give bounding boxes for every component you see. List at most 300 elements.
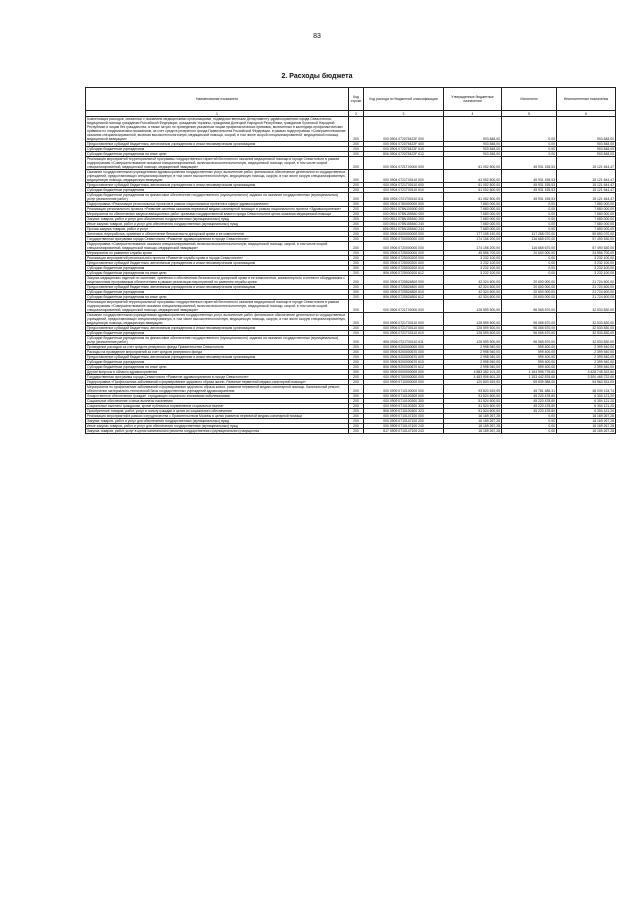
header-name: Наименование показателя [86, 88, 349, 111]
row-unexecuted-cell: 903 848,00 [557, 117, 616, 142]
row-approved-cell: 4 453 906 601,20 [444, 375, 502, 380]
row-line-code-cell: 200 [349, 414, 364, 419]
row-name-cell: Реализация мероприятий территориальной программы государственных гарантий бесплатного оказания медицинской помощи в городе Севастополе в рамках подпрограммы «Совершенствование оказания специализированной, включая высокотехнологичную, медицинской помощи, скорой, в том числе скорой специализированной, медицинской помощи, медицинской эвакуации» [86, 300, 349, 313]
row-classification-cell: 806 0906 9200000670 612 [364, 365, 444, 370]
table-row [86, 385, 616, 394]
row-unexecuted-cell: 7 680 000,00 [557, 227, 616, 232]
row-approved-cell: 177 155 140,00 [444, 232, 502, 237]
table-row [86, 336, 616, 345]
row-approved-cell: 42 324 600,00 [444, 290, 502, 295]
row-approved-cell: 16 169 267,28 [444, 429, 502, 434]
row-name-cell: Субсидии бюджетным учреждениям [86, 290, 349, 295]
row-classification-cell: 000 0906 0721T00110 600 [364, 326, 444, 331]
row-name-cell: Предоставление субсидий бюджетным, автономным учреждениям и иным некоммерческим организациям [86, 355, 349, 360]
row-name-cell: Прочая закупка товаров, работ и услуг [86, 227, 349, 232]
row-executed-cell: 20 600 000,00 [502, 290, 557, 295]
row-executed-cell: 599 400,00 [502, 365, 557, 370]
row-unexecuted-cell: 7 680 000,00 [557, 202, 616, 207]
row-executed-cell: 0,00 [502, 142, 557, 147]
row-line-code-cell: 200 [349, 202, 364, 207]
row-name-cell: Социальное обеспечение и иные выплаты населению [86, 399, 349, 404]
row-classification-cell: 000 0906 0721T00000 000 [364, 300, 444, 313]
row-classification-cell: 000 0904 0780000000 000 [364, 202, 444, 207]
row-name-cell: Субсидии бюджетным учреждениям [86, 266, 349, 271]
row-line-code-cell: 200 [349, 188, 364, 193]
row-executed-cell: 0,00 [502, 419, 557, 424]
row-executed-cell: 116 665 670,00 [502, 242, 557, 251]
table-body [86, 117, 616, 434]
row-line-code-cell: 200 [349, 232, 364, 237]
row-classification-cell: 000 0906 0725000200 000 [364, 256, 444, 261]
row-approved-cell: 7 680 000,00 [444, 207, 502, 212]
table-row [86, 170, 616, 183]
row-classification-cell: 000 0906 0700000000 000 [364, 237, 444, 242]
row-executed-cell: 45 781 485,31 [502, 385, 557, 394]
row-line-code-cell: 200 [349, 217, 364, 222]
row-approved-cell: 16 169 267,28 [444, 419, 502, 424]
row-approved-cell: 42 324 600,00 [444, 276, 502, 285]
row-unexecuted-cell: 2 399 540,00 [557, 365, 616, 370]
row-executed-cell: 599 400,00 [502, 350, 557, 355]
row-name-cell: Субсидии бюджетным учреждениям на иные цели [86, 365, 349, 370]
row-name-cell: Подпрограмма «Совершенствование оказания специализированной, включая высокотехнологичную, медицинской помощи, скорой, в том числе скорой специализированной, медицинской помощи, медицинской эвакуации» [86, 242, 349, 251]
row-approved-cell: 16 169 267,28 [444, 414, 502, 419]
row-executed-cell: 0,00 [502, 212, 557, 217]
row-line-code-cell: 200 [349, 331, 364, 336]
row-classification-cell: 000 0906 9200000670 600 [364, 355, 444, 360]
row-unexecuted-cell: 15 121 644,47 [557, 183, 616, 188]
row-executed-cell: 0,00 [502, 202, 557, 207]
row-unexecuted-cell: 3 300 465 722,60 [557, 375, 616, 380]
row-approved-cell: 16 169 267,28 [444, 424, 502, 429]
row-approved-cell: 903 848,00 [444, 142, 502, 147]
row-name-cell: Реализация регионального проекта «Развитие системы оказания первичной медико-санитарной помощи» в рамках национального проекта «Здравоохранение» [86, 207, 349, 212]
row-unexecuted-cell: 2 399 540,00 [557, 355, 616, 360]
row-line-code-cell: 200 [349, 170, 364, 183]
row-unexecuted-cell: 3 428 745 322,60 [557, 370, 616, 375]
row-executed-cell: 45 931 155,53 [502, 193, 557, 202]
row-classification-cell: 000 0904 072075422F 600 [364, 142, 444, 147]
row-approved-cell: 42 324 600,00 [444, 285, 502, 290]
row-classification-cell: 000 0906 0721T00110 610 [364, 331, 444, 336]
row-unexecuted-cell: 16 169 267,28 [557, 414, 616, 419]
row-classification-cell: 000 0909 0710000000 000 [364, 380, 444, 385]
row-name-cell: Субсидии бюджетным учреждениям на иные цели [86, 295, 349, 300]
row-unexecuted-cell: 3 232 100,00 [557, 271, 616, 276]
row-approved-cell: 128 599 500,00 [444, 300, 502, 313]
row-name-cell: Субсидии бюджетным учреждениям на иные цели [86, 152, 349, 157]
row-approved-cell: 51 524 600,00 [444, 404, 502, 409]
row-name-cell: Расходы на проведение мероприятий за счет средств резервного фонда [86, 350, 349, 355]
row-unexecuted-cell: 7 680 000,00 [557, 212, 616, 217]
row-executed-cell: 20 600 000,00 [502, 285, 557, 290]
row-line-code-cell: 200 [349, 256, 364, 261]
row-executed-cell: 45 220 478,80 [502, 394, 557, 399]
row-name-cell: Субсидии бюджетным учреждениям на иные цели [86, 271, 349, 276]
row-line-code-cell: 200 [349, 142, 364, 147]
row-executed-cell: 0,00 [502, 266, 557, 271]
row-approved-cell: 61 052 800,00 [444, 157, 502, 170]
row-line-code-cell: 200 [349, 345, 364, 350]
row-executed-cell: 0,00 [502, 227, 557, 232]
row-name-cell: Другие вопросы в области здравоохранения [86, 370, 349, 375]
row-unexecuted-cell: 6 304 121,20 [557, 394, 616, 399]
row-classification-cell: 000 0909 0710147100 200 [364, 419, 444, 424]
row-unexecuted-cell: 3 232 100,00 [557, 266, 616, 271]
row-approved-cell: 7 680 000,00 [444, 227, 502, 232]
row-unexecuted-cell: 32 533 830,00 [557, 313, 616, 326]
row-executed-cell: 0,00 [502, 147, 557, 152]
row-line-code-cell: 200 [349, 409, 364, 414]
row-executed-cell: 0,00 [502, 207, 557, 212]
row-line-code-cell: 200 [349, 207, 364, 212]
row-executed-cell: 96 065 670,00 [502, 331, 557, 336]
row-executed-cell: 45 931 155,53 [502, 188, 557, 193]
row-executed-cell: 20 600 000,00 [502, 251, 557, 256]
row-unexecuted-cell: 903 848,00 [557, 142, 616, 147]
row-approved-cell: 128 599 500,00 [444, 313, 502, 326]
row-approved-cell: 45 556 700,00 [444, 251, 502, 256]
row-executed-cell: 117 265 070,00 [502, 232, 557, 237]
row-line-code-cell: 200 [349, 147, 364, 152]
row-executed-cell: 45 931 155,53 [502, 183, 557, 188]
row-classification-cell: 000 0906 0725000200 600 [364, 261, 444, 266]
row-unexecuted-cell: 32 533 830,00 [557, 331, 616, 336]
row-approved-cell: 51 524 600,00 [444, 399, 502, 404]
row-executed-cell: 116 665 670,00 [502, 237, 557, 242]
row-name-cell: Субсидии бюджетным учреждениям на финансовое обеспечение государственного (муниципального) задания на оказание государственных (муниципальных) услуг (выполнение работ) [86, 336, 349, 345]
row-unexecuted-cell: 16 169 267,28 [557, 424, 616, 429]
row-line-code-cell: 200 [349, 242, 364, 251]
row-name-cell: Реализация мероприятий территориальной программы государственных гарантий бесплатного оказания медицинской помощи в городе Севастополе в рамках подпрограммы «Совершенствование оказания специализированной, включая высокотехнологичную, медицинской помощи, скорой, в том числе скорой специализированной, медицинской помощи, медицинской эвакуации» [86, 157, 349, 170]
row-classification-cell: 000 0909 0710147100 240 [364, 424, 444, 429]
row-line-code-cell: 200 [349, 375, 364, 380]
table-row [86, 276, 616, 285]
row-line-code-cell: 200 [349, 152, 364, 157]
row-executed-cell: 599 400,00 [502, 345, 557, 350]
row-approved-cell: 3 232 100,00 [444, 266, 502, 271]
row-line-code-cell: 200 [349, 117, 364, 142]
header-approved: Утвержденные бюджетные назначения [444, 88, 502, 111]
row-classification-cell: 000 0904 078N155540 000 [364, 212, 444, 217]
row-approved-cell: 2 998 940,00 [444, 350, 502, 355]
row-line-code-cell: 200 [349, 313, 364, 326]
row-unexecuted-cell: 903 848,00 [557, 152, 616, 157]
row-classification-cell: 000 0906 0725524800 610 [364, 290, 444, 295]
row-classification-cell: 806 0904 078N155540 244 [364, 227, 444, 232]
header-unexecuted: Неисполненные назначения [557, 88, 616, 111]
row-approved-cell: 4 583 352 101,20 [444, 370, 502, 375]
row-name-cell: Предоставление субсидий бюджетным, автономным учреждениям и иным некоммерческим организациям [86, 261, 349, 266]
row-line-code-cell: 200 [349, 183, 364, 188]
row-line-code-cell: 200 [349, 290, 364, 295]
table-row [86, 429, 616, 434]
row-executed-cell: 0,00 [502, 217, 557, 222]
row-line-code-cell: 200 [349, 429, 364, 434]
row-classification-cell: 000 0909 0710147100 000 [364, 414, 444, 419]
row-executed-cell: 20 600 000,00 [502, 276, 557, 285]
row-unexecuted-cell: 48 039 133,74 [557, 385, 616, 394]
row-line-code-cell: 200 [349, 266, 364, 271]
row-classification-cell: 000 0909 0700000000 000 [364, 375, 444, 380]
header-number: 2 [349, 111, 364, 117]
row-approved-cell: 903 848,00 [444, 117, 502, 142]
row-approved-cell: 903 848,00 [444, 147, 502, 152]
row-executed-cell: 0,00 [502, 429, 557, 434]
row-executed-cell: 96 065 670,00 [502, 313, 557, 326]
row-unexecuted-cell: 16 169 267,28 [557, 429, 616, 434]
row-name-cell: Социальные выплаты гражданам, кроме публичных нормативных социальных выплат [86, 404, 349, 409]
row-line-code-cell: 200 [349, 237, 364, 242]
row-approved-cell: 61 052 800,00 [444, 188, 502, 193]
row-classification-cell: 000 0906 0725000000 000 [364, 251, 444, 256]
row-line-code-cell: 200 [349, 276, 364, 285]
row-executed-cell: 599 400,00 [502, 360, 557, 365]
row-name-cell: Субсидии бюджетным учреждениям [86, 331, 349, 336]
row-classification-cell: 000 0904 072075422F 000 [364, 117, 444, 142]
row-classification-cell: 000 0904 0721T00000 000 [364, 157, 444, 170]
row-approved-cell: 2 998 940,00 [444, 345, 502, 350]
row-executed-cell: 0,00 [502, 117, 557, 142]
row-unexecuted-cell: 6 304 121,20 [557, 404, 616, 409]
row-name-cell: Предоставление субсидий бюджетным, автономным учреждениям и иным некоммерческим организациям [86, 285, 349, 290]
row-name-cell: Мероприятия по развитию службы крови [86, 251, 349, 256]
row-classification-cell: 000 0904 0721T00110 610 [364, 188, 444, 193]
row-classification-cell: 806 0906 0725524800 612 [364, 295, 444, 300]
row-executed-cell: 0,00 [502, 222, 557, 227]
row-name-cell: Субсидии бюджетным учреждениям [86, 188, 349, 193]
row-name-cell: Оказание государственными учреждениями здравоохранения государственных услуг, выполнение работ, финансовое обеспечение деятельности государственных учреждений, предоставляющих специализированную, в том числе высокотехнологичную, медицинскую помощь, скорую, в том числе скорую специализированную, медицинскую помощь, медицинскую эвакуацию [86, 170, 349, 183]
row-unexecuted-cell: 3 232 100,00 [557, 261, 616, 266]
row-classification-cell: 000 0904 078N100000 000 [364, 207, 444, 212]
row-approved-cell: 3 232 100,00 [444, 271, 502, 276]
row-classification-cell: 000 0906 0725000200 610 [364, 266, 444, 271]
row-line-code-cell: 200 [349, 336, 364, 345]
row-name-cell: Подпрограмма «Реализация региональных проектов в рамках национальных проектов в сфере здравоохранения» [86, 202, 349, 207]
row-line-code-cell: 200 [349, 285, 364, 290]
row-name-cell: Предоставление субсидий бюджетным, автономным учреждениям и иным некоммерческим организациям [86, 326, 349, 331]
row-line-code-cell: 200 [349, 251, 364, 256]
row-line-code-cell: 200 [349, 261, 364, 266]
row-unexecuted-cell: 54 963 531,00 [557, 380, 616, 385]
row-unexecuted-cell: 15 121 644,47 [557, 193, 616, 202]
header-number: 4 [444, 111, 502, 117]
row-executed-cell: 45 931 155,53 [502, 170, 557, 183]
row-classification-cell: 806 0904 072075422F 612 [364, 152, 444, 157]
header-number: 6 [557, 111, 616, 117]
row-classification-cell: 806 0906 0721T00110 611 [364, 336, 444, 345]
row-approved-cell: 128 599 500,00 [444, 336, 502, 345]
row-classification-cell: 000 0909 0710100000 000 [364, 385, 444, 394]
row-executed-cell: 0,00 [502, 256, 557, 261]
row-name-cell: Государственная программа города Севастополя «Развитие здравоохранения в городе Севастополе» [86, 237, 349, 242]
row-unexecuted-cell: 2 399 540,00 [557, 350, 616, 355]
row-line-code-cell: 200 [349, 424, 364, 429]
row-approved-cell: 174 156 200,00 [444, 237, 502, 242]
row-name-cell: Субсидии бюджетным учреждениям [86, 360, 349, 365]
row-classification-cell: 000 0909 0710100300 000 [364, 394, 444, 399]
row-approved-cell: 7 680 000,00 [444, 202, 502, 207]
row-executed-cell: 0,00 [502, 271, 557, 276]
table-header-row [86, 88, 616, 111]
row-unexecuted-cell: 32 533 830,00 [557, 336, 616, 345]
page-number: 83 [313, 33, 321, 40]
row-unexecuted-cell: 24 956 700,00 [557, 251, 616, 256]
row-name-cell: Реализация мероприятий регионального проекта «Развитие службы крови в городе Севастополе» [86, 256, 349, 261]
row-unexecuted-cell: 57 490 530,00 [557, 237, 616, 242]
row-unexecuted-cell: 32 533 830,00 [557, 300, 616, 313]
row-name-cell: Закупка товаров, работ, услуг в целях капитального ремонта государственного (муниципального) имущества [86, 429, 349, 434]
header-number: 3 [364, 111, 444, 117]
row-name-cell: Закупка товаров, работ и услуг для обеспечения государственных (муниципальных) нужд [86, 419, 349, 424]
row-line-code-cell: 200 [349, 385, 364, 394]
row-classification-cell: 000 0906 0721T00110 000 [364, 313, 444, 326]
row-classification-cell: 000 0906 0725524800 000 [364, 276, 444, 285]
row-name-cell: Приобретение товаров, работ, услуг в пользу граждан в целях их социального обеспечения [86, 409, 349, 414]
header-line-code: Код строки [349, 88, 364, 111]
row-name-cell: Мероприятия по профилактике заболеваний и формированию здорового образа жизни, развитие первичной медико-санитарной помощи. Капитальный ремонт, обеспечение материально-технической базы государственных учреждений здравоохранения [86, 385, 349, 394]
row-name-cell: Лекарственное обеспечение граждан, страдающих социально значимыми заболеваниями [86, 394, 349, 399]
row-executed-cell: 96 065 670,00 [502, 336, 557, 345]
row-line-code-cell: 200 [349, 394, 364, 399]
row-executed-cell: 0,00 [502, 414, 557, 419]
row-line-code-cell: 200 [349, 399, 364, 404]
row-executed-cell: 20 600 000,00 [502, 295, 557, 300]
row-unexecuted-cell: 59 890 070,00 [557, 232, 616, 237]
header-classification: Код расхода по бюджетной классификации [364, 88, 444, 111]
row-executed-cell: 599 400,00 [502, 355, 557, 360]
section-title: 2. Расходы бюджета [281, 73, 353, 80]
row-name-cell: Предоставление субсидий бюджетным, автономным учреждениям и иным некоммерческим организациям [86, 183, 349, 188]
row-unexecuted-cell: 15 121 644,47 [557, 188, 616, 193]
row-unexecuted-cell: 16 169 267,28 [557, 419, 616, 424]
row-line-code-cell: 200 [349, 380, 364, 385]
row-executed-cell: 65 839 988,00 [502, 380, 557, 385]
row-classification-cell: 000 0906 9200000670 000 [364, 350, 444, 355]
row-approved-cell: 903 848,00 [444, 152, 502, 157]
row-executed-cell: 45 220 478,80 [502, 399, 557, 404]
row-unexecuted-cell: 2 399 540,00 [557, 360, 616, 365]
row-executed-cell: 0,00 [502, 152, 557, 157]
row-unexecuted-cell: 21 724 600,00 [557, 295, 616, 300]
table-row [86, 313, 616, 326]
row-classification-cell: 806 0909 0710100300 323 [364, 409, 444, 414]
table-row [86, 193, 616, 202]
row-approved-cell: 61 052 800,00 [444, 183, 502, 188]
row-approved-cell: 42 324 600,00 [444, 295, 502, 300]
row-classification-cell: 806 0906 0725000200 612 [364, 271, 444, 276]
row-classification-cell: 817 0909 0710147100 243 [364, 429, 444, 434]
row-approved-cell: 3 232 100,00 [444, 261, 502, 266]
row-approved-cell: 2 998 940,00 [444, 355, 502, 360]
row-approved-cell: 2 998 940,00 [444, 365, 502, 370]
row-unexecuted-cell: 903 848,00 [557, 147, 616, 152]
row-classification-cell: 000 0909 0710100300 300 [364, 399, 444, 404]
row-approved-cell: 128 599 500,00 [444, 331, 502, 336]
row-line-code-cell: 200 [349, 271, 364, 276]
row-line-code-cell: 200 [349, 212, 364, 217]
row-executed-cell: 1 154 906 776,60 [502, 370, 557, 375]
table-row [86, 117, 616, 142]
row-approved-cell: 51 524 600,00 [444, 409, 502, 414]
header-number: 5 [502, 111, 557, 117]
row-line-code-cell: 200 [349, 227, 364, 232]
row-unexecuted-cell: 6 304 121,20 [557, 409, 616, 414]
row-line-code-cell: 200 [349, 157, 364, 170]
row-name-cell: Проведение расходов за счет средств резервного фонда Правительства Севастополя [86, 345, 349, 350]
row-executed-cell: 96 065 670,00 [502, 326, 557, 331]
row-line-code-cell: 200 [349, 350, 364, 355]
row-executed-cell: 0,00 [502, 424, 557, 429]
row-approved-cell: 51 524 600,00 [444, 394, 502, 399]
row-line-code-cell: 200 [349, 419, 364, 424]
row-unexecuted-cell: 7 680 000,00 [557, 217, 616, 222]
row-line-code-cell: 200 [349, 360, 364, 365]
row-classification-cell: 806 0904 0721T00110 611 [364, 193, 444, 202]
row-unexecuted-cell: 32 533 830,00 [557, 326, 616, 331]
row-approved-cell: 7 680 000,00 [444, 212, 502, 217]
row-approved-cell: 93 820 619,05 [444, 385, 502, 394]
row-name-cell: Подпрограмма «Профилактика заболеваний и формирование здорового образа жизни. Развитие первичной медико-санитарной помощи» [86, 380, 349, 385]
row-unexecuted-cell: 21 724 600,00 [557, 290, 616, 295]
row-name-cell: Иные закупки товаров, работ и услуг для обеспечения государственных (муниципальных) нужд [86, 424, 349, 429]
row-executed-cell: 1 153 442 876,60 [502, 375, 557, 380]
row-unexecuted-cell: 7 680 000,00 [557, 222, 616, 227]
row-approved-cell: 3 232 100,00 [444, 256, 502, 261]
row-unexecuted-cell: 21 724 600,00 [557, 285, 616, 290]
row-line-code-cell: 200 [349, 365, 364, 370]
row-name-cell: Предоставление субсидий бюджетным, автономным учреждениям и иным некоммерческим организациям [86, 142, 349, 147]
row-line-code-cell: 200 [349, 300, 364, 313]
row-approved-cell: 174 156 200,00 [444, 242, 502, 251]
row-line-code-cell: 200 [349, 326, 364, 331]
row-name-cell: Компенсация расходов, связанных с оказанием медицинскими организациями, подведомственными Департаменту здравоохранения города Севастополя, медицинской помощи гражданам Российской Федерации, гражданам Украины, гражданам Донецкой Народной Республики, гражданам Луганской Народной Республики и лицам без гражданства, а также затрат по проведению указанным лицам профилактических прививок, включенных в календарь профилактических прививок по эпидемическим показаниям, за счет средств резервного фонда Правительства Российской Федерации, в рамках подпрограммы «Совершенствование оказания специализированной, включая высокотехнологичную, медицинской помощи, скорой, в том числе скорой специализированной, медицинской помощи, медицинской эвакуации» [86, 117, 349, 142]
row-unexecuted-cell: 57 490 530,00 [557, 242, 616, 251]
row-executed-cell: 96 065 670,00 [502, 300, 557, 313]
row-executed-cell: 0,00 [502, 261, 557, 266]
row-classification-cell: 000 0904 0721T00110 600 [364, 183, 444, 188]
row-classification-cell: 000 0906 9200000000 000 [364, 345, 444, 350]
row-unexecuted-cell: 15 121 644,47 [557, 157, 616, 170]
row-approved-cell: 61 052 800,00 [444, 170, 502, 183]
row-classification-cell: 000 0906 0720000000 000 [364, 242, 444, 251]
row-line-code-cell: 200 [349, 355, 364, 360]
row-line-code-cell: 200 [349, 404, 364, 409]
header-number: 1 [86, 111, 349, 117]
row-line-code-cell: 200 [349, 370, 364, 375]
row-name-cell: Мероприятия по обеспечению закупки авиационных работ органами государственной власти города Севастополя в целях оказания медицинской помощи [86, 212, 349, 217]
row-line-code-cell: 200 [349, 193, 364, 202]
row-executed-cell: 45 220 478,80 [502, 404, 557, 409]
row-approved-cell: 7 680 000,00 [444, 217, 502, 222]
row-name-cell: Оказание государственными учреждениями здравоохранения государственных услуг, выполнение работ, финансовое обеспечение деятельности государственных учреждений, предоставляющих специализированную, в том числе высокотехнологичную, медицинскую помощь, скорую, в том числе скорую специализированную, медицинскую помощь, медицинскую эвакуацию [86, 313, 349, 326]
row-executed-cell: 45 220 478,80 [502, 409, 557, 414]
row-classification-cell: 000 0906 9200000670 610 [364, 360, 444, 365]
row-name-cell: Субсидии бюджетным учреждениям [86, 147, 349, 152]
row-line-code-cell: 200 [349, 295, 364, 300]
table-row [86, 157, 616, 170]
row-classification-cell: 000 0909 0000000000 000 [364, 370, 444, 375]
row-name-cell: Реализация мероприятий в рамках сотрудничества с Правительством Москвы в целях развития первичной медико-санитарной помощи [86, 414, 349, 419]
row-executed-cell: 45 931 155,53 [502, 157, 557, 170]
row-name-cell: Субсидии бюджетным учреждениям на финансовое обеспечение государственного (муниципального) задания на оказание государственных (муниципальных) услуг (выполнение работ) [86, 193, 349, 202]
row-classification-cell: 000 0904 078N155540 200 [364, 217, 444, 222]
row-name-cell: Заготовка, переработка, хранение и обеспечение безопасности донорской крови и ее компонентов [86, 232, 349, 237]
row-approved-cell: 61 052 800,00 [444, 193, 502, 202]
table-row [86, 300, 616, 313]
row-line-code-cell: 200 [349, 222, 364, 227]
row-unexecuted-cell: 6 304 121,20 [557, 399, 616, 404]
